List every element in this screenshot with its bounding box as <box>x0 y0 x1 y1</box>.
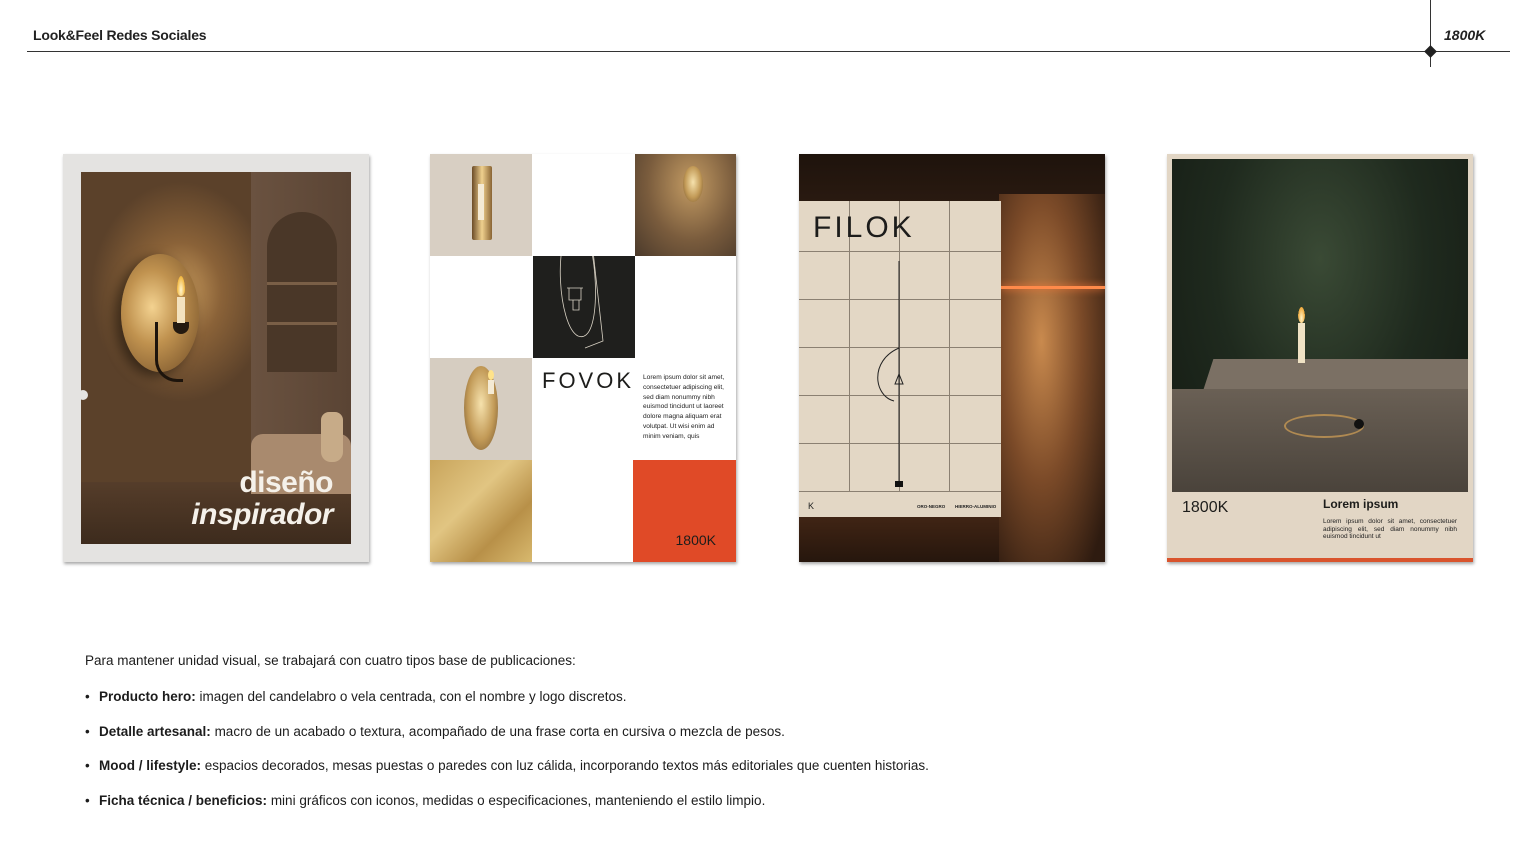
list-item-text: imagen del candelabro o vela centrada, con el nombre y logo discretos. <box>195 689 627 704</box>
sconce-tile-1 <box>430 154 532 256</box>
list-item-text: mini gráficos con iconos, medidas o especificaciones, manteniendo el estilo limpio. <box>267 793 766 809</box>
gold-texture-tile <box>430 460 532 562</box>
list-item <box>85 757 929 774</box>
post-card-detalle-artesanal <box>430 154 736 562</box>
spec-finish: ORO-NEGRO <box>917 504 946 509</box>
list-item <box>85 688 929 705</box>
page-title: Look&Feel Redes Sociales <box>33 27 207 43</box>
filok-logo: FILOK <box>813 211 915 244</box>
list-item-text: espacios decorados, mesas puestas o paredes con luz cálida, incorporando textos más editoriales que cuenten historias. <box>201 758 929 774</box>
brand-name: 1800K <box>1444 27 1486 43</box>
list-item <box>85 723 929 740</box>
sconce-tile-3 <box>430 358 532 460</box>
diamond-icon <box>1424 45 1437 58</box>
header-divider <box>27 51 1510 52</box>
list-item-label: Producto hero: <box>99 689 196 704</box>
sconce-tile-2 <box>635 154 736 256</box>
list-item-label: Mood / lifestyle: <box>99 758 202 774</box>
card-body-text: Lorem ipsum dolor sit amet, consectetuer adipiscing elit, sed diam nonummy nibh euismod tincidunt ut <box>1323 518 1457 540</box>
k-mark-icon: K <box>808 501 815 511</box>
spec-grid-panel <box>799 201 1001 517</box>
card-headline-2: inspirador <box>191 498 333 531</box>
candle-icon <box>177 297 185 323</box>
card-headline-1: diseño <box>239 466 333 499</box>
card-body-text: Lorem ipsum dolor sit amet, consectetuer adipiscing elit, sed diam nonummy nibh euismod tincidunt ut laoreet dolore magna aliquam erat volutpat. Ut wisi enim ad minim veniam, quis <box>643 374 725 440</box>
list-item-label: Ficha técnica / beneficios: <box>99 793 268 809</box>
candle-icon <box>1298 323 1305 363</box>
list-item-label: Detalle artesanal: <box>99 723 211 739</box>
fovok-logo: FOVOK <box>542 368 635 393</box>
post-card-producto-hero <box>63 154 369 562</box>
list-item-text: macro de un acabado o textura, acompañado de una frase corta en cursiva o mezcla de pesos. <box>210 723 785 739</box>
post-card-mood-lifestyle <box>799 154 1105 562</box>
post-card-ficha-tecnica <box>1167 154 1473 562</box>
accent-bar <box>1167 558 1473 562</box>
post-types-list <box>85 688 929 827</box>
brand-code: 1800K <box>1182 499 1229 516</box>
brand-code: 1800K <box>675 532 716 548</box>
interior-photo <box>999 194 1105 562</box>
card-title: Lorem ipsum <box>1323 497 1399 511</box>
spec-material: HIERRO-ALUMINIO <box>955 504 997 509</box>
intro-paragraph: Para mantener unidad visual, se trabajará con cuatro tipos base de publicaciones: <box>85 653 576 668</box>
sconce-line-drawing <box>533 256 635 358</box>
list-item <box>85 792 929 809</box>
garden-candle-photo <box>1172 159 1468 492</box>
